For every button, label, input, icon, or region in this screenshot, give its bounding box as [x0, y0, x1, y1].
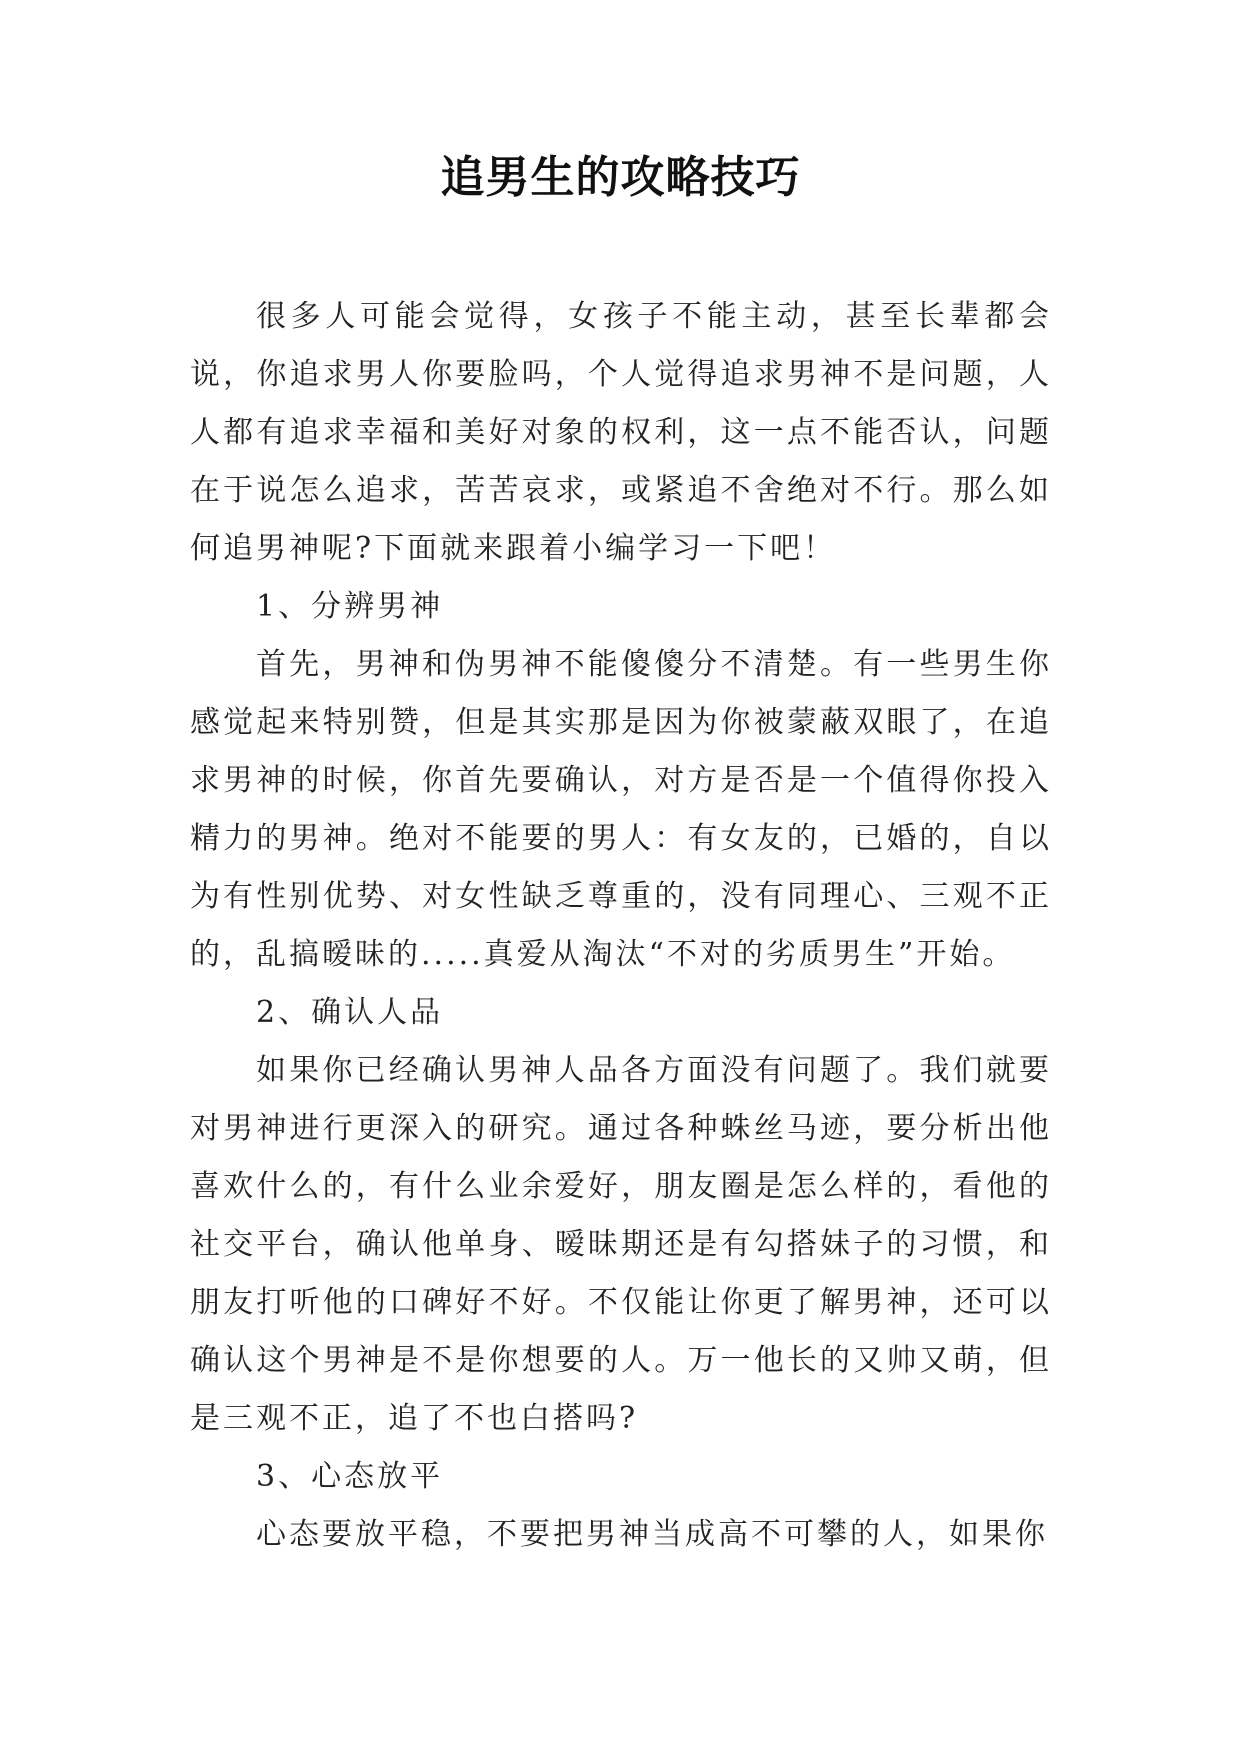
- section-heading-2: 2、确认人品: [256, 995, 444, 1030]
- intro-paragraph: 很多人可能会觉得，女孩子不能主动，甚至长辈都会说，你追求男人你要脸吗，个人觉得追求男神不是问题，人人都有追求幸福和美好对象的权利，这一点不能否认，问题在于说怎么追求，苦苦哀求，或紧追不舍绝对不行。那么如何追男神呢?下面就来跟着小编学习一下吧！: [190, 299, 1052, 566]
- section-paragraph-3: 心态要放平稳，不要把男神当成高不可攀的人，如果你: [256, 1517, 1048, 1552]
- section-heading-1: 1、分辨男神: [256, 589, 444, 624]
- document-title: 追男生的攻略技巧: [440, 152, 801, 203]
- section-paragraph-2: 如果你已经确认男神人品各方面没有问题了。我们就要对男神进行更深入的研究。通过各种蛛丝马迹，要分析出他喜欢什么的，有什么业余爱好，朋友圈是怎么样的，看他的社交平台，确认他单身、暧昧期还是有勾搭妹子的习惯，和朋友打听他的口碑好不好。不仅能让你更了解男神，还可以确认这个男神是不是你想要的人。万一他长的又帅又萌，但是三观不正，追了不也白搭吗?: [190, 1053, 1052, 1436]
- document-body: [190, 288, 1052, 1564]
- section-heading-3: 3、心态放平: [256, 1459, 444, 1494]
- section-paragraph-1: 首先，男神和伪男神不能傻傻分不清楚。有一些男生你感觉起来特别赞，但是其实那是因为你被蒙蔽双眼了，在追求男神的时候，你首先要确认，对方是否是一个值得你投入精力的男神。绝对不能要的男人：有女友的，已婚的，自以为有性别优势、对女性缺乏尊重的，没有同理心、三观不正的，乱搞暧昧的.....真爱从淘汰“不对的劣质男生”开始。: [190, 647, 1052, 972]
